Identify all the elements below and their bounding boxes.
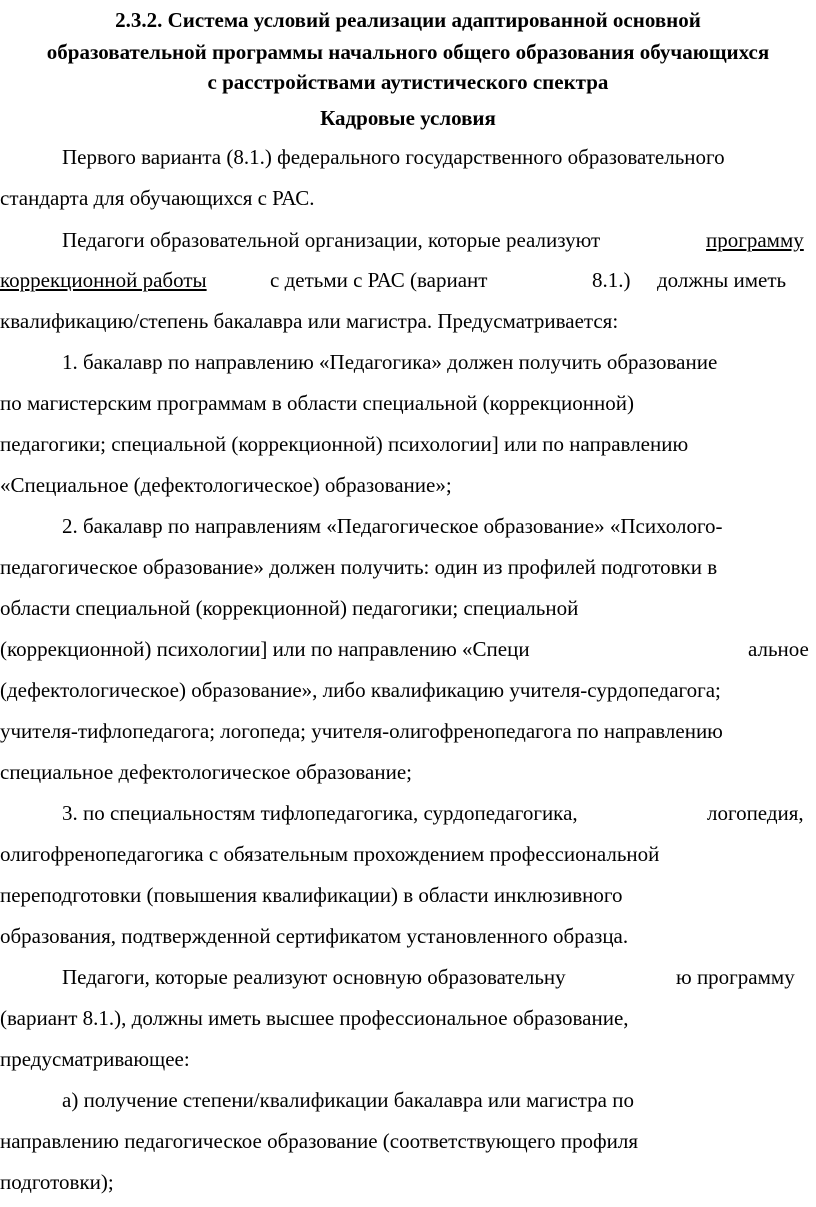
item-2-line-2: педагогическое образование» должен получить: один из профилей подготовки в bbox=[0, 555, 718, 579]
item-3-line-4: образования, подтвержденной сертификатом установленного образца. bbox=[0, 924, 629, 948]
item-a-line-3: подготовки); bbox=[0, 1170, 114, 1194]
item-1-line-4: «Специальное (дефектологическое) образование»; bbox=[0, 473, 452, 497]
item-3-line-3: переподготовки (повышения квалификации) в области инклюзивного bbox=[0, 883, 623, 907]
item-3-line-1-end: логопедия, bbox=[707, 801, 804, 825]
paragraph-2-line-3: квалификацию/степень бакалавра или магистра. Предусматривается: bbox=[0, 309, 619, 333]
paragraph-1-line-1: Первого варианта (8.1.) федерального государственного образовательного bbox=[62, 145, 725, 169]
item-a-line-1: а) получение степени/квалификации бакалавра или магистра по bbox=[62, 1088, 634, 1112]
section-heading-line-1: 2.3.2. Система условий реализации адаптированной основной bbox=[115, 8, 701, 32]
item-3-line-1: 3. по специальностям тифлопедагогика, сурдопедагогика, bbox=[62, 801, 578, 825]
paragraph-6-line-3: предусматривающее: bbox=[0, 1047, 190, 1071]
section-heading-line-3: с расстройствами аутистического спектра bbox=[207, 70, 609, 94]
paragraph-1-line-2: стандарта для обучающихся с РАС. bbox=[0, 186, 315, 210]
item-1-line-2: по магистерским программам в области специальной (коррекционной) bbox=[0, 391, 634, 415]
item-2-line-6: учителя-тифлопедагога; логопеда; учителя-олигофренопедагога по направлению bbox=[0, 719, 723, 743]
item-2-line-7: специальное дефектологическое образование; bbox=[0, 760, 413, 784]
paragraph-6-line-1: Педагоги, которые реализуют основную образовательну bbox=[62, 965, 566, 989]
item-1-line-1: 1. бакалавр по направлению «Педагогика» должен получить образование bbox=[62, 350, 718, 374]
paragraph-6-line-2: (вариант 8.1.), должны иметь высшее профессиональное образование, bbox=[0, 1006, 629, 1030]
item-1-line-3: педагогики; специальной (коррекционной) психологии] или по направлению bbox=[0, 432, 689, 456]
item-2-line-4-end: альное bbox=[748, 637, 809, 661]
paragraph-2-line-1: Педагоги образовательной организации, которые реализуют bbox=[62, 228, 601, 252]
item-a-line-2: направлению педагогическое образование (соответствующего профиля bbox=[0, 1129, 638, 1153]
subheading: Кадровые условия bbox=[320, 106, 496, 130]
item-2-line-4: (коррекционной) психологии] или по направлению «Специ bbox=[0, 637, 530, 661]
item-2-line-5: (дефектологическое) образование», либо квалификацию учителя-сурдопедагога; bbox=[0, 678, 721, 702]
correction-work-text: коррекционной работы bbox=[0, 268, 207, 292]
paragraph-6-line-1-end: ю программу bbox=[676, 965, 795, 989]
variant-number: 8.1.) bbox=[592, 268, 631, 292]
paragraph-2-line-2-middle: с детьми с РАС (вариант bbox=[270, 268, 488, 292]
program-link-text: программу bbox=[706, 228, 804, 252]
item-2-line-3: области специальной (коррекционной) педагогики; специальной bbox=[0, 596, 579, 620]
item-3-line-2: олигофренопедагогика с обязательным прохождением профессиональной bbox=[0, 842, 660, 866]
paragraph-2-line-2-end: должны иметь bbox=[657, 268, 787, 292]
item-2-line-1: 2. бакалавр по направлениям «Педагогическое образование» «Психолого- bbox=[62, 514, 723, 538]
section-heading-line-2: образовательной программы начального общего образования обучающихся bbox=[46, 40, 770, 64]
